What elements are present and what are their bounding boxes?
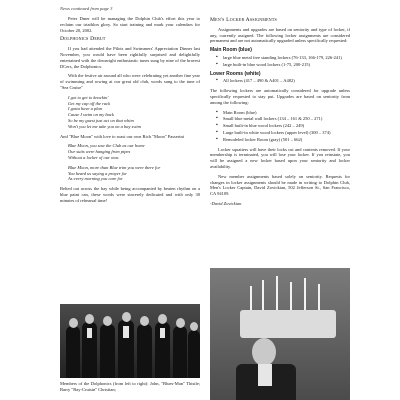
blue-moon-lyrics-1: [68, 143, 200, 160]
left-column: [60, 16, 200, 208]
list-item: ▪ Main Room (blue): [216, 110, 350, 116]
celebration-photo: [210, 268, 350, 400]
article-author: -David Zovickian: [210, 200, 242, 206]
lyric-line: Without a locker of our own.: [68, 154, 120, 160]
locker-paragraph-2: The following lockers are automatically considered for upgrade unless specifically requested to stay put. Upgrades are based on seniority from among the following:: [210, 88, 350, 105]
sea-cruise-lyrics: [68, 95, 200, 130]
dolphonics-paragraph-1: If you had attended the Pilots and Swimmers' Appreciation Dinner last November, you would have been rightfully surprised and delightfully entertained with the downright enthusiastic tunes sung by nine of the bravest DCers, the Dolphonics.: [60, 46, 200, 69]
blue-moon-intro: And "Blue Moon" with love to roast our own Rich "Moon" Passerini: [60, 133, 184, 139]
locker-heading: Men's Locker Assignments: [210, 17, 277, 23]
lower-room-list: [216, 78, 350, 84]
lyric-line: I got to get to knockin': [68, 94, 109, 100]
list-item: ▪ Large built-in white wood lockers (upper level) (300 – 374): [216, 130, 350, 136]
lyric-line: Blue Moon, more than Blue trim you were there for: [68, 164, 161, 170]
lyric-line: Our suits were hanging from pipes: [68, 149, 131, 155]
photo-caption: Members of the Dolphonics (from left to right): John, "Blues-Man" Thistle; Barry "Bay-Cruisin" Christian;: [60, 381, 200, 392]
dolphonics-paragraph-2: With the festive air around all who were celebrating yet another fine year of swimming and rowing at our great old club, words sung to the tune of "Sea Cruise": [60, 73, 200, 90]
right-column: [210, 16, 350, 207]
lyric-line: Blue Moon, you saw the Club as our home: [68, 143, 145, 149]
list-item: ▪ large built-in blue wood lockers (1-75, 200-215): [216, 62, 350, 68]
dolphonics-heading: Dolphonics Debut: [60, 36, 106, 43]
lyric-line: Cause I swim on my back: [68, 112, 114, 118]
dolphonics-closing: Belted out across the bay while being accompanied by beaten rhythm on a blue paint can, these words were sincerely dedicated and with only 30 minutes of rehearsal time!: [60, 186, 200, 203]
lyric-line: Won't you let me take you on a bay swim: [68, 123, 141, 129]
lyric-line: You heard us saying a prayer for: [68, 170, 127, 176]
lyric-line: I gotta have a plan: [68, 106, 102, 112]
dolphonics-photo: [60, 304, 200, 378]
blue-moon-lyrics-2: [68, 165, 200, 182]
locker-paragraph-1: Assignments and upgrades are based on seniority and type of locker, if any, currently assigned. The following locker assignments are considered permanent and are not automatically upgraded unless specifically requested:: [210, 26, 350, 44]
page-header: News continued from page 3: [60, 6, 113, 11]
list-item: ▪ All lockers (417 – 490 & A401 – A482): [216, 78, 350, 84]
list-item: ▪ large blue metal free standing lockers (76-133, 166-179, 226-241): [216, 55, 350, 61]
main-room-list: [216, 55, 350, 68]
list-item: ▪ Remodeled locker Room (gray) (501 – 662): [216, 137, 350, 143]
list-item: ▪ Small blue metal wall lockers (134 – 161 & 250 – 271): [216, 116, 350, 122]
lyric-line: As every morning you care for: [68, 176, 123, 182]
lower-room-title: Lower Rooms (white): [210, 70, 261, 77]
locker-paragraph-3: Locker squatters will have their locks cut and contents removed. If your membership is terminated, you will lose your locker. If you reinstate, you will be assigned a new locker based upon your seniority and locker availability.: [210, 146, 350, 169]
lyric-line: So be my guest just act on that whim: [68, 117, 134, 123]
list-item: ▪ Small built-in blue wood lockers (242 – 249): [216, 123, 350, 129]
upgrade-list: [216, 110, 350, 143]
locker-paragraph-4: New member assignments based solely on seniority. Requests for changes in locker assignments should be made in writing to Dolphin Club, Men's Locker Captain, David Zovickian, 502 Jefferson St., San Francisco, CA 94109.: [210, 173, 350, 197]
main-room-title: Main Room (blue): [210, 47, 252, 54]
triathlon-paragraph: Peter Dmer will be managing the Dolphin Club's effort this year to reclaim our triathlon glory. So start training and mark your calendars for October 20, 2002.: [60, 16, 200, 33]
lyric-line: Get my cap off the rack: [68, 100, 111, 106]
